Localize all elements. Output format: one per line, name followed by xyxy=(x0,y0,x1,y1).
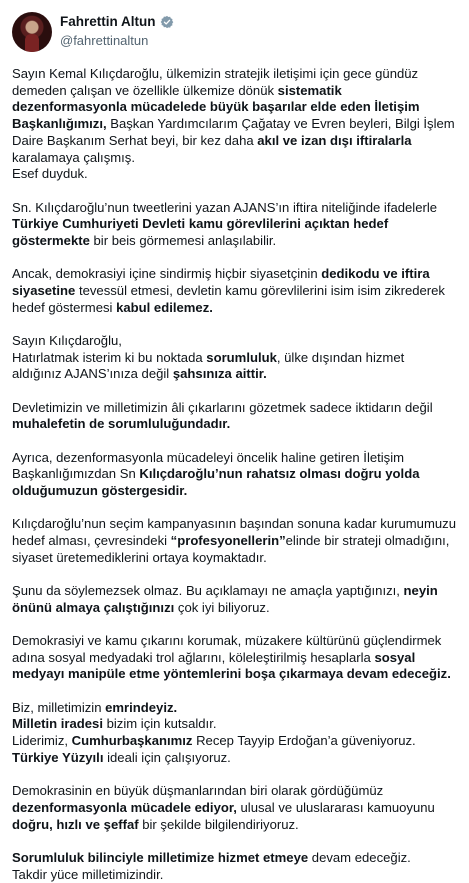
bold-text: Milletin iradesi xyxy=(12,716,103,732)
text-span: Demokrasiyi ve kamu çıkarını korumak, müzakere kültürünü güçlendirmek adına sosyal medyadaki trol ağlarını, köleleştirilmiş hesaplarla xyxy=(12,633,445,665)
text-span: Recep Tayyip Erdoğan’a güveniyoruz. xyxy=(196,733,416,749)
text-span: çok iyi biliyoruz. xyxy=(174,599,270,615)
text-span: bizim için kutsaldır. Liderimiz, xyxy=(12,716,217,749)
text-span: karalamaya çalışmış. Esef duyduk. xyxy=(12,149,135,182)
bold-text: kabul edilemez. xyxy=(116,299,213,315)
tweet-paragraph xyxy=(12,583,457,616)
author-name-row xyxy=(60,14,174,29)
tweet-paragraph xyxy=(12,266,457,316)
bold-text: akıl ve izan dışı iftiralarla xyxy=(257,132,412,148)
tweet-paragraph xyxy=(12,200,457,250)
text-span: Devletimizin ve milletimizin âli çıkarlarını gözetmek sadece iktidarın değil xyxy=(12,399,437,415)
tweet-paragraph xyxy=(12,850,457,883)
avatar[interactable] xyxy=(12,12,52,52)
author-handle[interactable]: @fahrettinaltun xyxy=(60,33,149,48)
tweet-paragraph xyxy=(12,400,457,433)
bold-text: neyin önünü almaya çalıştığınızı xyxy=(12,583,442,615)
text-span: ulusal ve uluslararası kamuoyunu xyxy=(236,799,439,815)
text-span: Başkan Yardımcılarım Çağatay ve Evren beyleri, Bilgi İşlem Daire Başkanım Serhat beyi, bir kez daha xyxy=(12,116,459,148)
bold-text: “profesyonellerin” xyxy=(170,533,286,549)
tweet-paragraph xyxy=(12,633,457,683)
bold-text: muhalefetin de sorumluluğundadır. xyxy=(12,416,231,432)
bold-text: Sorumluluk bilinciyle milletimize hizmet etmeye xyxy=(12,849,309,865)
text-span: Sayın Kılıçdaroğlu, Hatırlatmak isterim ki bu noktada xyxy=(12,332,203,365)
tweet-paragraph xyxy=(12,66,457,183)
text-span: Ayrıca, dezenformasyonla mücadeleyi öncelik haline getiren İletişim Başkanlığımızdan Sn xyxy=(12,449,408,482)
tweet-paragraph xyxy=(12,333,457,383)
author-name[interactable]: Fahrettin Altun xyxy=(60,14,156,29)
verified-badge-icon xyxy=(160,15,174,29)
bold-text: Türkiye Yüzyılı xyxy=(12,749,104,765)
bold-text: şahsınıza aittir. xyxy=(172,366,267,382)
tweet-paragraph xyxy=(12,700,457,767)
bold-text: emrindeyiz. xyxy=(105,699,178,715)
text-span: bir beis görmemesi anlaşılabilir. xyxy=(89,232,277,248)
text-span: Sayın Kemal Kılıçdaroğlu, ülkemizin stratejik iletişimi için gece gündüz demeden çalışan ve özellikle ülkemize dönük xyxy=(12,66,422,98)
bold-text: doğru, hızlı ve şeffaf xyxy=(12,816,139,832)
bold-text: Cumhurbaşkanımız xyxy=(71,733,193,749)
text-span: Ancak, demokrasiyi içine sindirmiş hiçbir siyasetçinin xyxy=(12,266,322,282)
text-span: Şunu da söylemezsek olmaz. Bu açıklamayı ne amaçla yaptığınızı, xyxy=(12,583,404,599)
text-span: ideali için çalışıyoruz. xyxy=(103,749,231,765)
text-span: elinde bir strateji olmadığını, siyaset üretemediklerini ortaya koymaktadır. xyxy=(12,533,454,565)
bold-text: sosyal medyayı manipüle etme yöntemlerini boşa çıkarmaya devam edeceğiz. xyxy=(12,649,451,682)
text-span: Kılıçdaroğlu’nun seçim kampanyasının başından sonuna kadar kurumumuzu hedef alması, çevresindeki xyxy=(12,516,460,549)
bold-text: Kılıçdaroğlu’nun rahatsız olması doğru yolda olduğumuzun göstergesidir. xyxy=(12,466,424,499)
text-span: Biz, milletimizin xyxy=(12,699,106,715)
bold-text: dezenformasyonla mücadele ediyor, xyxy=(12,799,237,815)
text-span: , ülke dışından hizmet aldığınız AJANS’ınıza değil xyxy=(12,349,408,382)
text-span: tevessül etmesi, devletin kamu görevlilerini isim isim zikrederek hedef göstermesi xyxy=(12,282,449,315)
text-span: Demokrasinin en büyük düşmanlarından biri olarak gördüğümüz xyxy=(12,783,387,799)
text-span: bir şekilde bilgilendiriyoruz. xyxy=(138,816,299,832)
tweet-paragraph xyxy=(12,783,457,833)
bold-text: dedikodu ve iftira siyasetine xyxy=(12,266,434,298)
tweet-paragraph xyxy=(12,516,460,566)
tweet-paragraph xyxy=(12,450,457,500)
tweet-text xyxy=(0,66,469,883)
text-span: Sn. Kılıçdaroğlu’nun tweetlerini yazan AJANS’ın iftira niteliğinde ifadelerle xyxy=(12,199,441,215)
bold-text: sistematik dezenformasyonla mücadelede büyük başarılar elde eden İletişim Başkanlığımızı, xyxy=(12,82,424,132)
bold-text: Türkiye Cumhuriyeti Devleti kamu görevlilerini açıktan hedef göstermekte xyxy=(12,216,392,248)
text-span: devam edeceğiz. Takdir yüce milletimizindir. xyxy=(12,849,411,882)
bold-text: sorumluluk xyxy=(206,349,277,365)
tweet-header xyxy=(0,0,469,62)
